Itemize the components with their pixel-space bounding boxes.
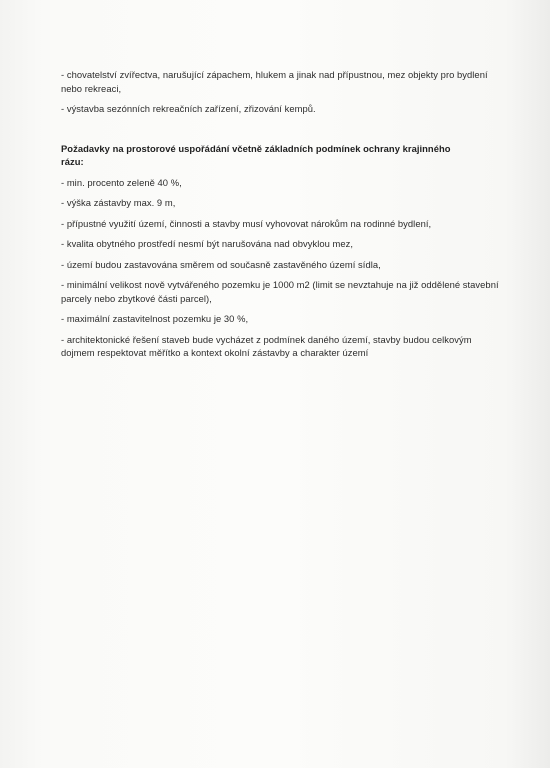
spacer — [61, 116, 501, 142]
list-item: - architektonické řešení staveb bude vycházet z podmínek daného území, stavby budou celkovým dojmem respektovat měřítko a kontext okolní zástavby a charakter území — [61, 333, 472, 358]
list-item: - výstavba sezónních rekreačních zařízení, zřizování kempů. — [61, 103, 316, 114]
list-item: - maximální zastavitelnost pozemku je 30 %, — [61, 313, 249, 324]
intro-list — [61, 68, 501, 116]
list-item: - min. procento zeleně 40 %, — [61, 176, 182, 188]
list-item: - přípustné využití území, činnosti a stavby musí vyhovovat nárokům na rodinné bydlení, — [61, 217, 432, 229]
list-item: - území budou zastavována směrem od současně zastavěného území sídla, — [61, 258, 381, 270]
section-heading: Požadavky na prostorové uspořádání včetně základních podmínek ochrany krajinného rázu: — [61, 142, 451, 167]
list-item: - chovatelství zvířectva, narušující zápachem, hlukem a jinak nad přípustnou, mez objekty pro bydlení nebo rekreaci, — [61, 69, 488, 94]
list-item: - minimální velikost nově vytvářeného pozemku je 1000 m2 (limit se nevztahuje na již oddělené stavební parcely nebo zbytkové části parcel), — [61, 279, 499, 304]
document-body — [61, 68, 501, 360]
requirements-list — [61, 176, 501, 360]
list-item: - kvalita obytného prostředí nesmí být narušována nad obvyklou mez, — [61, 238, 354, 249]
list-item: - výška zástavby max. 9 m, — [61, 197, 176, 208]
spacer — [61, 169, 501, 176]
